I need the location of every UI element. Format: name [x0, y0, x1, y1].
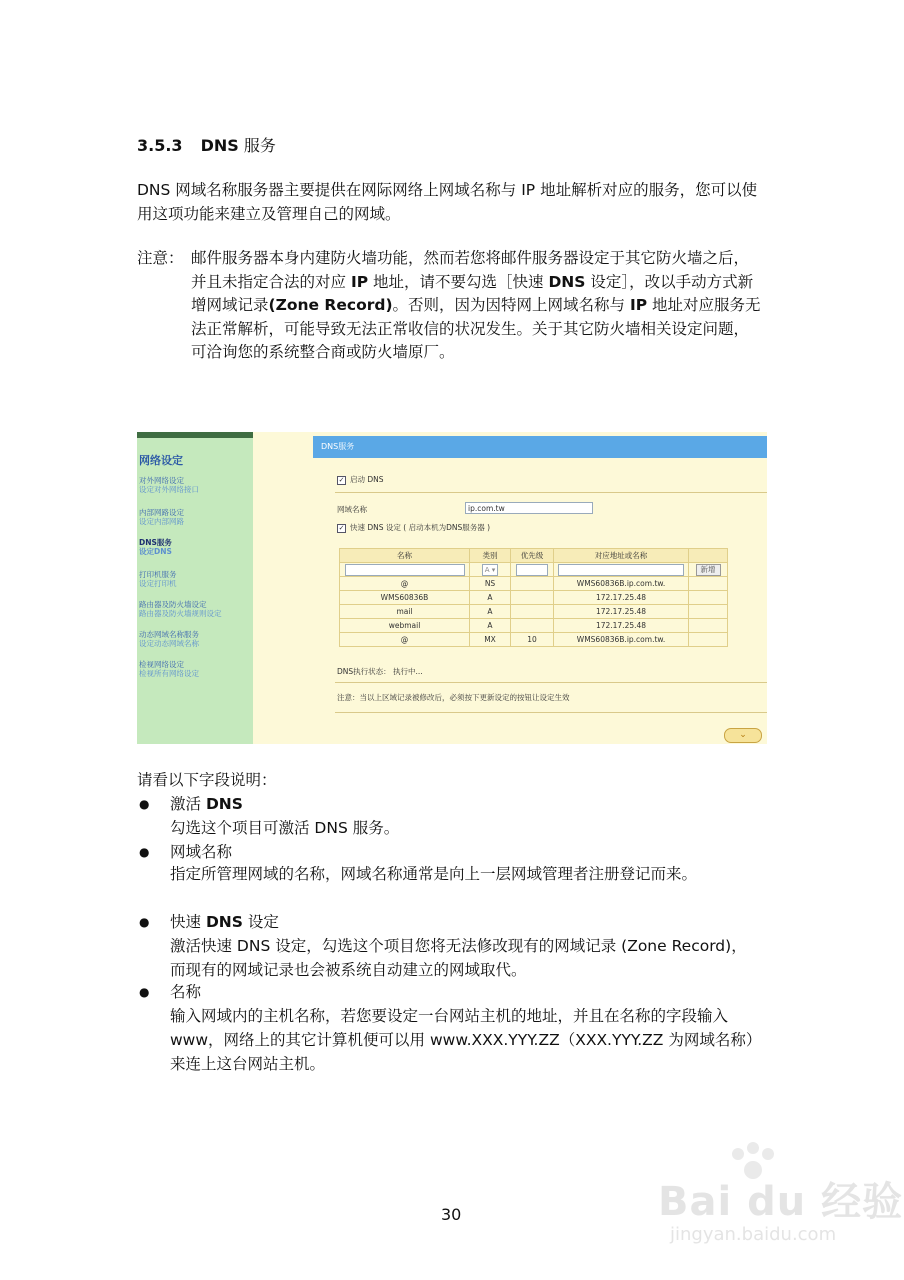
- watermark-url: jingyan.baidu.com: [670, 1224, 837, 1245]
- chevron-down-icon: ⌄: [739, 730, 747, 740]
- sidebar-item-lan[interactable]: 内部网路设定 设定内部网路: [139, 508, 184, 526]
- divider: [335, 682, 767, 683]
- item-title: 快速 DNS 设定: [170, 913, 279, 931]
- section-title-rest: 服务: [238, 136, 276, 155]
- dns-status: DNS执行状态： 执行中...: [337, 667, 423, 676]
- dns-panel: [253, 432, 767, 744]
- bullet-icon: ●: [139, 915, 150, 929]
- apply-button[interactable]: [724, 728, 762, 743]
- list-intro: 请看以下字段说明：: [137, 771, 277, 789]
- sidebar-item-wan[interactable]: 对外网络设定 设定对外网络接口: [139, 476, 199, 494]
- enable-dns-checkbox[interactable]: ✓ 启动 DNS: [338, 475, 384, 484]
- sidebar-top-bar: [137, 432, 253, 438]
- table-row: @ MX 10 WMS60836B.ip.com.tw.: [340, 633, 728, 647]
- divider: [335, 712, 767, 713]
- quick-dns-checkbox[interactable]: ✓ 快速 DNS 设定 ( 启动本机为DNS服务器 ): [338, 523, 491, 532]
- footnote: 注意：当以上区域记录被修改后，必须按下更新设定的按钮让设定生效: [337, 693, 570, 702]
- target-input[interactable]: [558, 564, 684, 576]
- zone-records-table: [339, 548, 728, 647]
- sidebar-item-dns[interactable]: DNS服务 设定DNS: [139, 538, 172, 556]
- item-title: 网域名称: [170, 843, 233, 861]
- item-body: 勾选这个项目可激活 DNS 服务。: [170, 819, 400, 837]
- sidebar-item-view[interactable]: 检视网络设定 检视所有网络设定: [139, 660, 199, 678]
- table-input-row: [340, 563, 728, 577]
- note-block: [137, 247, 763, 365]
- item-body: 输入网域内的主机名称，若您要设定一台网站主机的地址，并且在名称的字段输入 www，网络上的其它计算机便可以用 www.XXX.YYY.ZZ（XXX.YYY.ZZ 为网域名称）来连上这台网站主机。: [170, 1007, 754, 1073]
- name-input[interactable]: [345, 564, 465, 576]
- note-text: 邮件服务器本身内建防火墙功能，然而若您将邮件服务器设定于其它防火墙之后，并且未指定合法的对应 IP 地址，请不要勾选［快速 DNS 设定］，改以手动方式新增网域记录(Zone Record)。否则，因为因特网上网域名称与 IP 地址对应服务无法正常解析，可能导致无法正常收信的状况发生。关于其它防火墙相关设定问题，可洽询您的系统整合商或防火墙原厂。: [191, 249, 761, 361]
- item-title: 激活 DNS: [170, 795, 243, 813]
- baidu-watermark: [640, 1140, 904, 1270]
- intro-paragraph: DNS 网域名称服务器主要提供在网际网络上网域名称与 IP 地址解析对应的服务，您可以使用这项功能来建立及管理自己的网域。: [137, 181, 758, 223]
- section-heading: [137, 133, 276, 156]
- type-select[interactable]: A ▾: [482, 564, 499, 576]
- divider: [335, 492, 767, 493]
- table-row: webmail A 172.17.25.48: [340, 619, 728, 633]
- item-title: 名称: [170, 983, 202, 1001]
- table-row: WMS60836B A 172.17.25.48: [340, 591, 728, 605]
- page-number: 30: [441, 1205, 462, 1224]
- sidebar-item-ddns[interactable]: 动态网域名称服务 设定动态网域名称: [139, 630, 199, 648]
- add-button[interactable]: 新增: [696, 564, 721, 576]
- section-number: 3.5.3: [137, 136, 183, 155]
- sidebar-item-printer[interactable]: 打印机服务 设定打印机: [139, 570, 177, 588]
- panel-header: DNS服务: [313, 436, 767, 458]
- section-title-bold: DNS: [200, 136, 239, 155]
- bullet-icon: ●: [139, 845, 150, 859]
- sidebar-title: 网络设定: [139, 454, 183, 467]
- table-row: mail A 172.17.25.48: [340, 605, 728, 619]
- priority-input[interactable]: [516, 564, 548, 576]
- domain-input[interactable]: ip.com.tw: [465, 502, 593, 514]
- sidebar-item-firewall[interactable]: 路由器及防火墙设定 路由器及防火墙规则设定: [139, 600, 222, 618]
- note-label: 注意：: [137, 249, 184, 267]
- table-header: 名称 类别 优先级 对应地址或名称: [340, 549, 728, 563]
- dns-settings-screenshot: [137, 432, 767, 744]
- item-body: 指定所管理网域的名称，网域名称通常是向上一层网域管理者注册登记而来。: [170, 865, 698, 883]
- bullet-icon: ●: [139, 797, 150, 811]
- table-row: @ NS WMS60836B.ip.com.tw.: [340, 577, 728, 591]
- bullet-icon: ●: [139, 985, 150, 999]
- watermark-brand: Bai du 经验: [658, 1179, 904, 1225]
- domain-label: 网域名称: [337, 505, 367, 514]
- item-body: 激活快速 DNS 设定，勾选这个项目您将无法修改现有的网域记录 (Zone Record)，而现有的网域记录也会被系统自动建立的网域取代。: [170, 937, 747, 979]
- sidebar: [137, 432, 253, 744]
